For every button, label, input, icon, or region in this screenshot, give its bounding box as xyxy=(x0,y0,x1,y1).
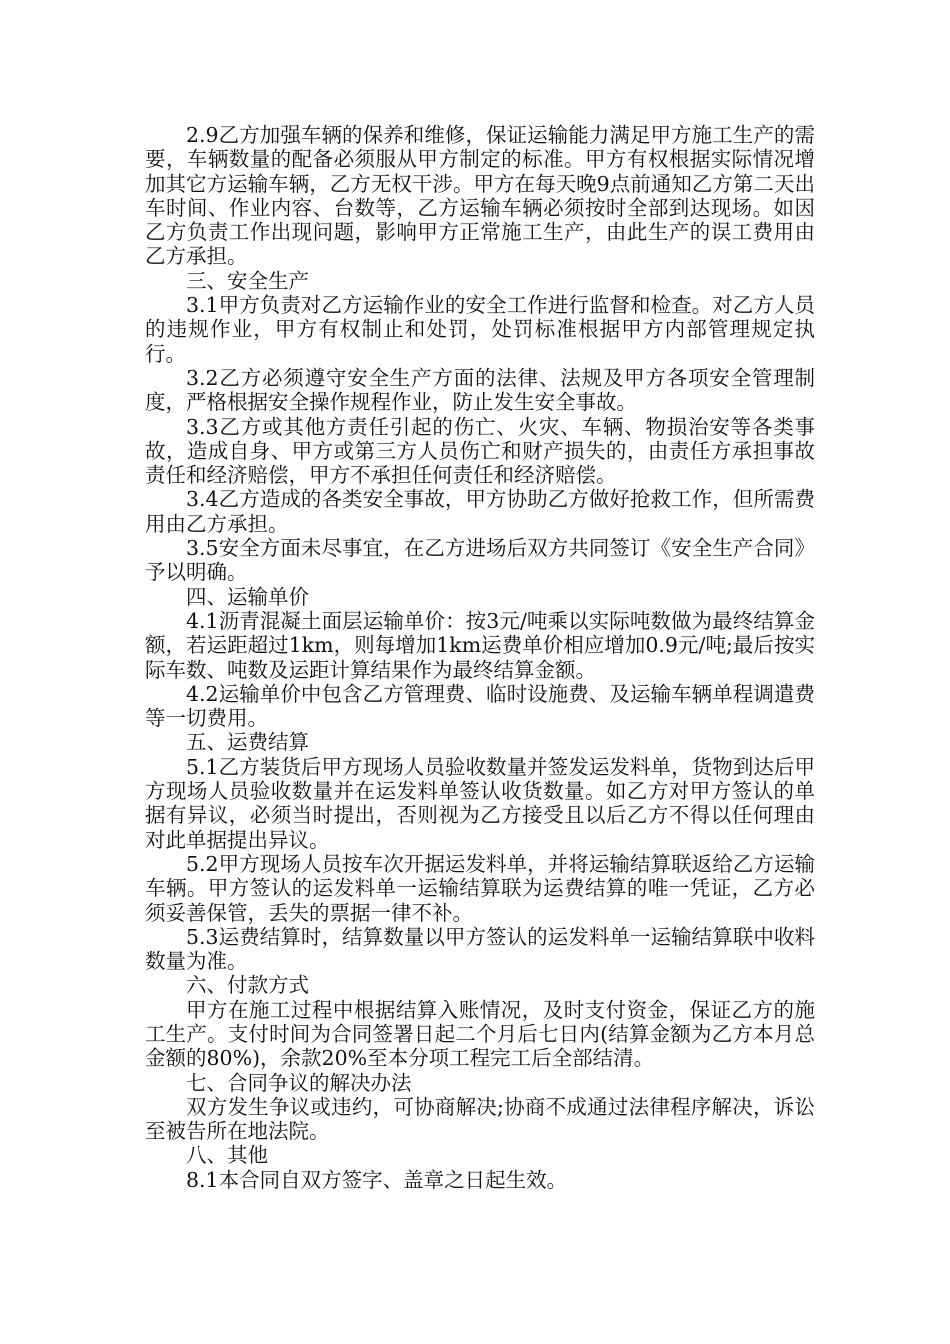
section-heading-payment: 六、付款方式 xyxy=(186,973,309,998)
section-heading-settlement: 五、运费结算 xyxy=(186,730,309,755)
section-heading-other: 八、其他 xyxy=(186,1143,268,1168)
clause-8-1: 8.1本合同自双方签字、盖章之日起生效。 xyxy=(186,1167,568,1192)
clause-5-3: 5.3运费结算时，结算数量以甲方签认的运发料单一运输结算联中收料数量为准。 xyxy=(145,924,815,974)
section-heading-disputes: 七、合同争议的解决办法 xyxy=(186,1070,412,1095)
clause-3-5: 3.5安全方面未尽事宜，在乙方进场后双方共同签订《安全生产合同》予以明确。 xyxy=(145,536,815,585)
clause-2-9: 2.9乙方加强车辆的保养和维修，保证运输能力满足甲方施工生产的需要，车辆数量的配备必须服从甲方制定的标准。甲方有权根据实际情况增加其它方运输车辆，乙方无权干涉。甲方在每天晚9点前通知乙方第二天出车时间、作业内容、台数等，乙方运输车辆必须按时全部到达现场。如因乙方负责工作出现问题，影响甲方正常施工生产，由此生产的误工费用由乙方承担。 xyxy=(145,123,815,269)
clause-3-3: 3.3乙方或其他方责任引起的伤亡、火灾、车辆、物损治安等各类事故，造成自身、甲方或第三方人员伤亡和财产损失的，由责任方承担事故责任和经济赔偿，甲方不承担任何责任和经济赔偿。 xyxy=(145,414,815,488)
clause-3-4: 3.4乙方造成的各类安全事故，甲方协助乙方做好抢救工作，但所需费用由乙方承担。 xyxy=(145,487,815,536)
clause-3-1: 3.1甲方负责对乙方运输作业的安全工作进行监督和检查。对乙方人员的违规作业，甲方有权制止和处罚，处罚标准根据甲方内部管理规定执行。 xyxy=(145,293,815,366)
payment-terms: 甲方在施工过程中根据结算入账情况，及时支付资金，保证乙方的施工生产。支付时间为合同签署日起二个月后七日内(结算金额为乙方本月总金额的80%)，余款20%至本分项工程完工后全部结清。 xyxy=(145,997,815,1071)
clause-4-2: 4.2运输单价中包含乙方管理费、临时设施费、及运输车辆单程调遣费等一切费用。 xyxy=(145,681,815,731)
document-body xyxy=(145,123,815,1192)
section-heading-unit-price: 四、运输单价 xyxy=(186,584,309,609)
dispute-resolution: 双方发生争议或违约，可协商解决;协商不成通过法律程序解决，诉讼至被告所在地法院。 xyxy=(145,1094,815,1144)
clause-5-1: 5.1乙方装货后甲方现场人员验收数量并签发运发料单，货物到达后甲方现场人员验收数量并在运发料单签认收货数量。如乙方对甲方签认的单据有异议，必须当时提出，否则视为乙方接受且以后乙方不得以任何理由对此单据提出异议。 xyxy=(145,754,815,852)
section-heading-safety: 三、安全生产 xyxy=(186,268,309,293)
clause-5-2: 5.2甲方现场人员按车次开据运发料单，并将运输结算联返给乙方运输车辆。甲方签认的运发料单一运输结算联为运费结算的唯一凭证，乙方必须妥善保管，丢失的票据一律不补。 xyxy=(145,851,815,925)
clause-3-2: 3.2乙方必须遵守安全生产方面的法律、法规及甲方各项安全管理制度，严格根据安全操作规程作业，防止发生安全事故。 xyxy=(145,365,815,415)
clause-4-1: 4.1沥青混凝土面层运输单价：按3元/吨乘以实际吨数做为最终结算金额，若运距超过1km，则每增加1km运费单价相应增加0.9元/吨;最后按实际车数、吨数及运距计算结果作为最终结算金额。 xyxy=(145,608,815,682)
